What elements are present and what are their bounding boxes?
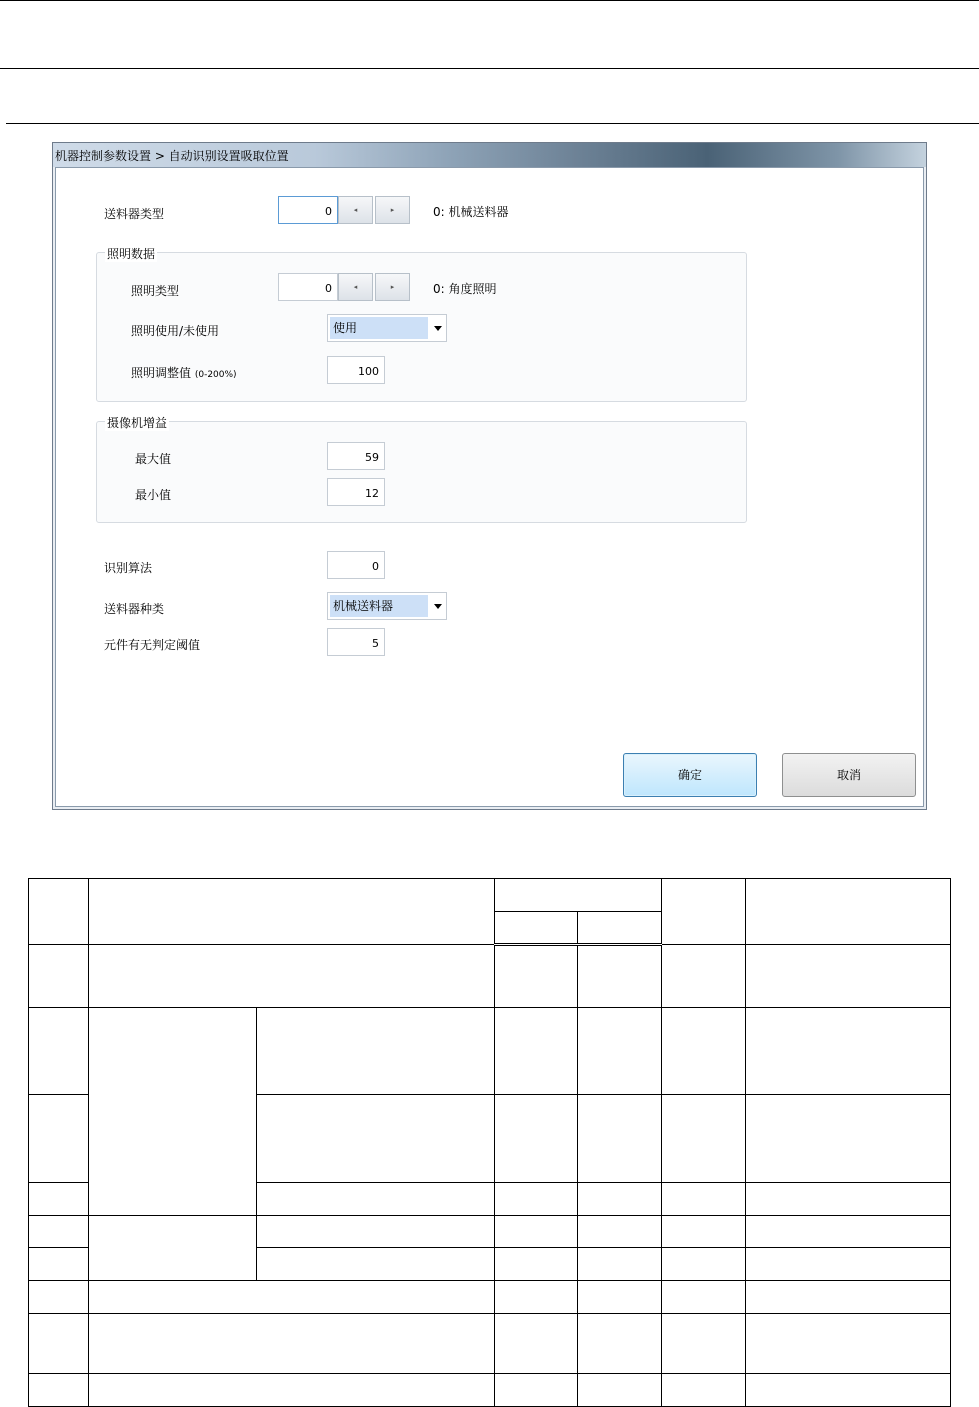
table-cell: [746, 1248, 951, 1281]
table-cell: [746, 879, 951, 945]
feeder-type-input[interactable]: 0: [278, 196, 338, 224]
table-cell: [495, 879, 662, 912]
camera-gain-group-title: 摄像机增益: [107, 416, 168, 430]
threshold-input[interactable]: 5: [327, 628, 385, 656]
table-cell: [662, 1183, 746, 1216]
table-cell: [746, 1008, 951, 1095]
table-cell: [29, 1216, 89, 1248]
lighting-group-title: 照明数据: [107, 247, 156, 261]
table-cell: [746, 1183, 951, 1216]
chevron-down-icon: [434, 326, 442, 331]
feeder-type-decrement-button[interactable]: ◂: [338, 196, 373, 224]
light-type-description: 0: 角度照明: [433, 282, 497, 296]
table-cell: [495, 1314, 578, 1374]
table-cell: [662, 1008, 746, 1095]
table-cell: [89, 945, 495, 1008]
dialog-title: 机器控制参数设置 > 自动识别设置吸取位置: [55, 149, 289, 163]
table-cell: [662, 1281, 746, 1314]
table-cell: [257, 1248, 495, 1281]
feeder-type-description: 0: 机械送料器: [433, 205, 509, 219]
table-cell: [29, 879, 89, 945]
table-cell: [578, 1216, 662, 1248]
table-cell: [662, 1314, 746, 1374]
light-adjust-input[interactable]: 100: [327, 356, 385, 384]
table-cell: [29, 945, 89, 1008]
light-type-label: 照明类型: [131, 284, 180, 298]
table-cell: [662, 879, 746, 945]
table-cell: [662, 945, 746, 1008]
gain-max-label: 最大值: [135, 452, 172, 466]
gain-min-input[interactable]: 12: [327, 478, 385, 506]
light-adjust-label: [131, 364, 237, 381]
table-cell: [29, 1183, 89, 1216]
feeder-kind-label: 送料器种类: [104, 602, 165, 616]
table-cell: [495, 912, 578, 945]
table-cell: [29, 1374, 89, 1407]
table-cell: [662, 1248, 746, 1281]
settings-dialog: [52, 142, 927, 810]
table-row: [29, 1281, 951, 1314]
table-cell: [662, 1374, 746, 1407]
recognition-algorithm-input[interactable]: 0: [327, 551, 385, 579]
dialog-body: [55, 167, 924, 807]
table-cell: [29, 1008, 89, 1095]
light-use-select[interactable]: [327, 314, 447, 342]
recognition-algorithm-label: 识别算法: [104, 561, 153, 575]
table-row: [29, 1216, 951, 1248]
table-cell: [29, 1314, 89, 1374]
table-cell: [578, 1374, 662, 1407]
feeder-type-label: 送料器类型: [104, 207, 165, 221]
table-cell: [89, 1216, 257, 1281]
table-row: [29, 1314, 951, 1374]
table-cell: [89, 1314, 495, 1374]
table-cell: [89, 1281, 495, 1314]
light-use-label: 照明使用/未使用: [131, 324, 220, 338]
table-cell: [578, 1248, 662, 1281]
table-cell: [257, 1183, 495, 1216]
table-cell: [746, 1095, 951, 1183]
light-type-decrement-button[interactable]: ◂: [338, 273, 373, 301]
light-adjust-label-text: 照明调整值: [131, 366, 192, 380]
table-cell: [257, 1095, 495, 1183]
table-cell: [578, 912, 662, 945]
page-top-rule: [0, 0, 979, 1]
table-cell: [662, 1095, 746, 1183]
table-cell: [746, 1281, 951, 1314]
table-cell: [495, 945, 578, 1008]
table-cell: [578, 1314, 662, 1374]
dialog-titlebar[interactable]: [53, 143, 926, 167]
table-cell: [578, 1095, 662, 1183]
light-type-input[interactable]: 0: [278, 273, 338, 301]
feeder-kind-select[interactable]: [327, 592, 447, 620]
table-header-row: [29, 879, 951, 912]
cancel-button[interactable]: 取消: [782, 753, 916, 797]
table-row: [29, 1374, 951, 1407]
table-cell: [495, 1248, 578, 1281]
table-cell: [29, 1095, 89, 1183]
table-row: [29, 945, 951, 1008]
gain-min-label: 最小值: [135, 488, 172, 502]
table-cell: [495, 1281, 578, 1314]
table-cell: [257, 1008, 495, 1095]
table-cell: [746, 1216, 951, 1248]
table-cell: [746, 1314, 951, 1374]
light-type-increment-button[interactable]: ▸: [375, 273, 410, 301]
table-cell: [746, 1374, 951, 1407]
ok-button[interactable]: 确定: [623, 753, 757, 797]
table-cell: [578, 1183, 662, 1216]
table-cell: [495, 1216, 578, 1248]
table-cell: [495, 1374, 578, 1407]
table-cell: [89, 1008, 257, 1216]
gain-max-input[interactable]: 59: [327, 442, 385, 470]
table-cell: [89, 879, 495, 945]
table-cell: [29, 1281, 89, 1314]
table-cell: [578, 945, 662, 1008]
light-use-selected-value: 使用: [330, 317, 428, 339]
camera-gain-group: [96, 421, 747, 523]
table-cell: [29, 1248, 89, 1281]
table-cell: [495, 1008, 578, 1095]
feeder-type-increment-button[interactable]: ▸: [375, 196, 410, 224]
table-row: [29, 1008, 951, 1095]
table-cell: [578, 1281, 662, 1314]
light-adjust-range: (0-200%): [194, 370, 237, 380]
feeder-kind-selected-value: 机械送料器: [330, 595, 428, 617]
table-cell: [746, 945, 951, 1008]
parameter-table: [28, 878, 951, 1407]
threshold-label: 元件有无判定阈值: [104, 638, 201, 652]
table-cell: [495, 1183, 578, 1216]
table-cell: [662, 1216, 746, 1248]
header-rule: [0, 68, 979, 69]
header-rule-2: [6, 123, 979, 124]
table-cell: [578, 1008, 662, 1095]
table-cell: [257, 1216, 495, 1248]
table-cell: [89, 1374, 495, 1407]
table-cell: [495, 1095, 578, 1183]
chevron-down-icon: [434, 604, 442, 609]
